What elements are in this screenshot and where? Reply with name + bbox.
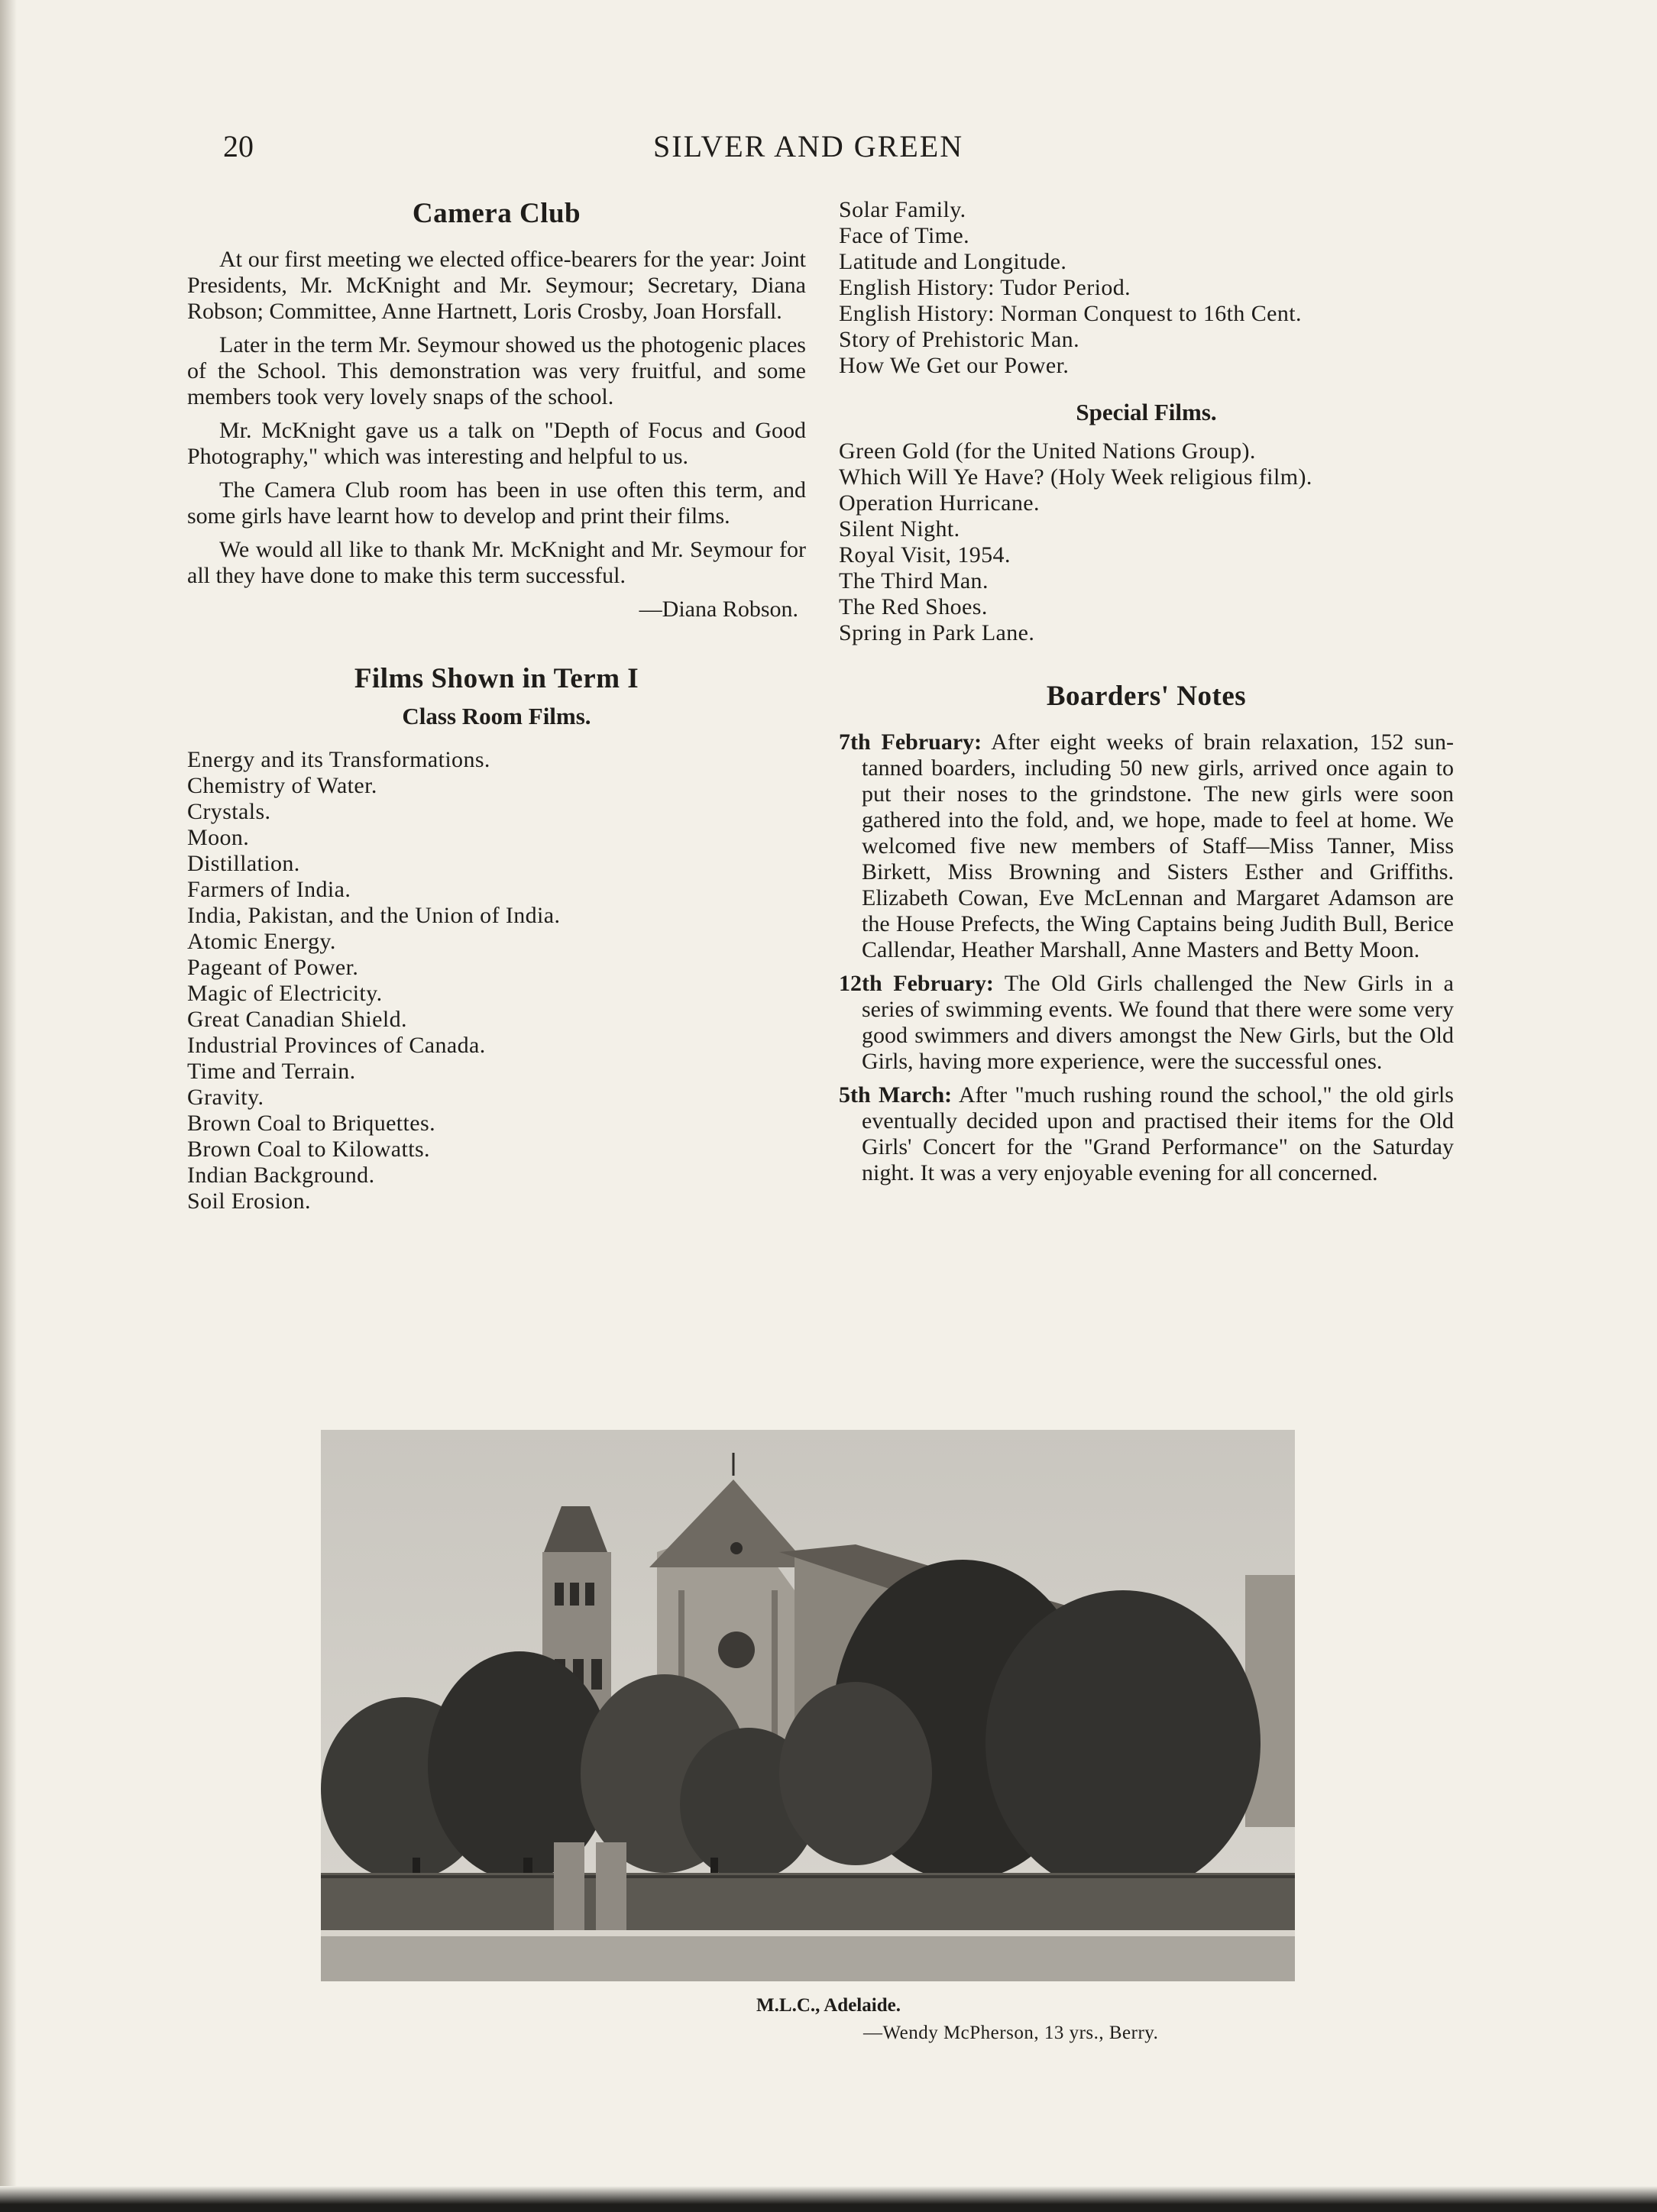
list-item: The Red Shoes. [839,594,988,619]
entry-text: After "much rushing round the school," the old girls eventually decided upon and practised their items for the Old Girls' Concert for the "Grand Performance" on the Saturday night. It was a very enjoyable evening for all concerned. [862,1082,1454,1185]
list-item: The Third Man. [839,568,989,593]
list-item: Operation Hurricane. [839,490,1040,516]
photo-caption: M.L.C., Adelaide. [756,1995,901,2016]
list-item: Time and Terrain. [187,1059,356,1084]
list-item: Brown Coal to Briquettes. [187,1111,435,1136]
classroom-films-list-continued [839,197,1454,379]
boarders-notes-heading: Boarders' Notes [1046,681,1247,712]
school-building-photo [321,1430,1295,1981]
camera-club-paragraph: Mr. McKnight gave us a talk on "Depth of Focus and Good Photography," which was interesting and helpful to us. [187,418,806,469]
left-column [187,197,806,1214]
list-item: Magic of Electricity. [187,981,383,1006]
camera-club-paragraph: We would all like to thank Mr. McKnight and Mr. Seymour for all they have done to make this term successful. [187,537,806,588]
list-item: Indian Background. [187,1163,375,1188]
films-heading: Films Shown in Term I [354,663,639,694]
list-item: Great Canadian Shield. [187,1007,407,1032]
classroom-films-heading: Class Room Films. [402,703,591,729]
list-item: Face of Time. [839,223,970,248]
list-item: India, Pakistan, and the Union of India. [187,903,561,928]
special-films-list [839,438,1454,646]
list-item: Which Will Ye Have? (Holy Week religious film). [839,464,1312,490]
list-item: Energy and its Transformations. [187,747,490,772]
photo-credit: —Wendy McPherson, 13 yrs., Berry. [863,2023,1159,2043]
special-films-heading: Special Films. [1076,399,1217,425]
list-item: Pageant of Power. [187,955,359,980]
list-item: Spring in Park Lane. [839,620,1035,645]
list-item: Royal Visit, 1954. [839,542,1011,568]
list-item: How We Get our Power. [839,353,1070,378]
list-item: Brown Coal to Kilowatts. [187,1137,430,1162]
camera-club-paragraph: The Camera Club room has been in use often this term, and some girls have learnt how to develop and print their films. [187,477,806,529]
list-item: Farmers of India. [187,877,351,902]
list-item: Story of Prehistoric Man. [839,327,1079,352]
list-item: Chemistry of Water. [187,773,377,798]
boarders-entry [839,1082,1454,1186]
list-item: Crystals. [187,799,271,824]
list-item: Silent Night. [839,516,960,542]
camera-club-paragraph: At our first meeting we elected office-bearers for the year: Joint Presidents, Mr. McKnight and Mr. Seymour; Secretary, Diana Robson; Committee, Anne Hartnett, Loris Crosby, Joan Horsfall. [187,247,806,324]
list-item: Green Gold (for the United Nations Group). [839,438,1256,464]
running-title: SILVER AND GREEN [653,129,964,163]
entry-date: 12th February: [839,971,994,996]
camera-club-heading: Camera Club [412,198,581,229]
list-item: English History: Tudor Period. [839,275,1131,300]
list-item: Industrial Provinces of Canada. [187,1033,486,1058]
boarders-entry [839,729,1454,963]
list-item: Moon. [187,825,250,850]
page-number: 20 [223,129,254,163]
boarders-entry [839,971,1454,1075]
classroom-films-list [187,747,806,1214]
list-item: English History: Norman Conquest to 16th Cent. [839,301,1302,326]
list-item: Atomic Energy. [187,929,336,954]
list-item: Soil Erosion. [187,1188,311,1214]
camera-club-paragraph: Later in the term Mr. Seymour showed us the photogenic places of the School. This demonstration was very fruitful, and some members took very lovely snaps of the school. [187,332,806,409]
camera-club-signoff: —Diana Robson. [639,597,798,622]
list-item: Latitude and Longitude. [839,249,1067,274]
page-binding-shadow [0,0,17,2212]
right-column [839,197,1454,1194]
page-bottom-edge [0,2186,1657,2212]
entry-text: After eight weeks of brain relaxation, 152 sun-tanned boarders, including 50 new girls, arrived once again to put their noses to the grindstone. The new girls were soon gathered into the fold, and, we hope, made to feel at home. We welcomed five new members of Staff—Miss Tanner, Miss Birkett, Miss Browning and Sisters Esther and Griffiths. Elizabeth Cowan, Eve McLennan and Margaret Adamson are the House Prefects, the Wing Captains being Judith Bull, Berice Callendar, Heather Marshall, Anne Masters and Betty Moon. [862,729,1454,962]
list-item: Solar Family. [839,197,966,222]
entry-text: The Old Girls challenged the New Girls in a series of swimming events. We found that there were some very good swimmers and divers amongst the New Girls, but the Old Girls, having more experience, were the successful ones. [862,971,1454,1074]
list-item: Gravity. [187,1085,264,1110]
entry-date: 7th February: [839,729,982,755]
entry-date: 5th March: [839,1082,953,1108]
list-item: Distillation. [187,851,300,876]
